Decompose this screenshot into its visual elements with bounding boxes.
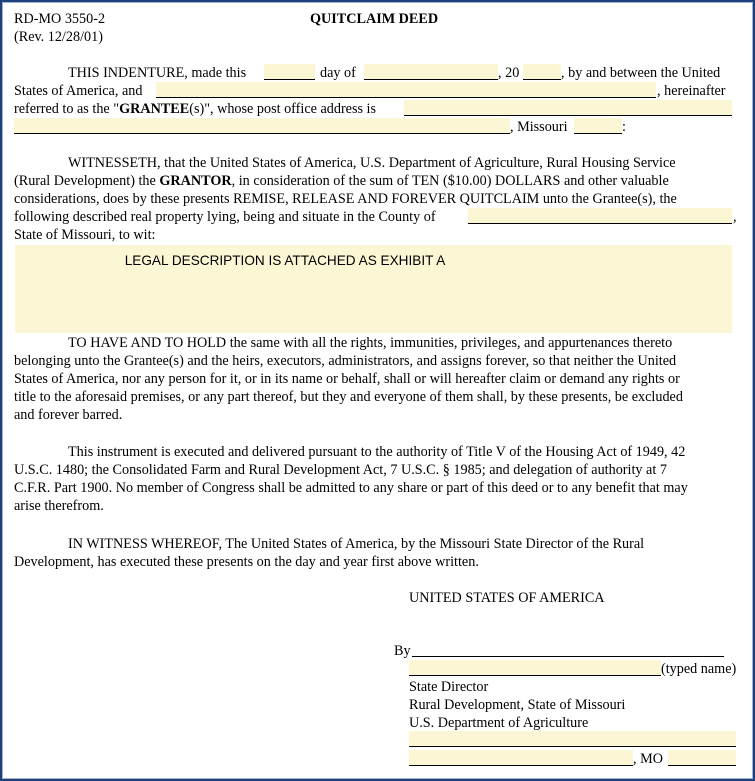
day-field[interactable]	[264, 64, 315, 80]
legal-description-field[interactable]	[15, 245, 732, 333]
authority-line-4: arise therefrom.	[14, 498, 104, 514]
witnesseth-line-1: WITNESSETH, that the United States of America, U.S. Department of Agriculture, Rural Housing Service	[68, 155, 676, 171]
authority-line-1: This instrument is executed and delivered pursuant to the authority of Title V of the Housing Act of 1949, 42	[68, 444, 686, 460]
grantor-label: GRANTOR	[159, 173, 232, 189]
document-title: QUITCLAIM DEED	[310, 11, 439, 27]
habendum-line-3: States of America, nor any person for it, or in its name or behalf, shall or will hereafter claim or demand any rights or	[14, 371, 680, 387]
form-id: RD-MO 3550-2	[14, 11, 106, 27]
witnesseth-line-3: considerations, does by these presents REMISE, RELEASE AND FOREVER QUITCLAIM unto the Grantee(s), the	[14, 191, 677, 207]
grantee-name-field[interactable]	[156, 82, 656, 98]
month-field[interactable]	[364, 64, 498, 80]
by-label: By	[394, 643, 411, 659]
typed-name-label: (typed name)	[661, 661, 737, 677]
signer-agency: Rural Development, State of Missouri	[409, 697, 626, 713]
witnesseth-line-5: State of Missouri, to wit:	[14, 227, 156, 243]
year-field[interactable]	[523, 64, 561, 80]
indenture-text-2: day of	[320, 65, 356, 81]
signer-title: State Director	[409, 679, 489, 695]
grantee-address-field-2[interactable]	[14, 118, 510, 134]
grantee-label: GRANTEE	[119, 101, 190, 117]
zip-field[interactable]	[574, 118, 622, 134]
agency-zip-field[interactable]	[668, 750, 736, 766]
indenture-text-4: , by and between the United	[561, 65, 721, 81]
authority-line-3: C.F.R. Part 1900. No member of Congress shall be admitted to any share or part of this deed or to any benefit that may	[14, 480, 688, 496]
habendum-line-2: belonging unto the Grantee(s) and the heirs, executors, administrators, and assigns forever, so that neither the United	[14, 353, 677, 369]
typed-name-field[interactable]	[409, 660, 661, 676]
witnesseth-line-2: (Rural Development) the GRANTOR, in consideration of the sum of TEN ($10.00) DOLLARS and other valuable	[14, 173, 669, 189]
legal-description-text: LEGAL DESCRIPTION IS ATTACHED AS EXHIBIT A	[124, 253, 446, 268]
habendum-line-4: title to the aforesaid premises, or any part thereof, but they and everyone of them shall, by these presents, be excluded	[14, 389, 683, 405]
state-suffix: , MO	[633, 751, 663, 767]
indenture-text-1: THIS INDENTURE, made this	[68, 65, 247, 81]
county-field[interactable]	[468, 208, 732, 224]
signature-line[interactable]	[412, 656, 724, 657]
indenture-text-8: , Missouri	[510, 119, 568, 135]
signature-entity: UNITED STATES OF AMERICA	[409, 590, 605, 606]
agency-address-field-2[interactable]	[409, 750, 633, 766]
agency-address-field-1[interactable]	[409, 731, 736, 747]
witnesseth-line-4: following described real property lying, being and situate in the County of	[14, 209, 436, 225]
indenture-text-9: :	[622, 119, 626, 135]
witnesseth-comma: ,	[733, 209, 737, 225]
form-revision: (Rev. 12/28/01)	[14, 29, 103, 45]
grantee-address-field-1[interactable]	[404, 100, 732, 116]
authority-line-2: U.S.C. 1480; the Consolidated Farm and Rural Development Act, 7 U.S.C. § 1985; and delegation of authority at 7	[14, 462, 667, 478]
habendum-line-1: TO HAVE AND TO HOLD the same with all the rights, immunities, privileges, and appurtenances thereto	[68, 335, 673, 351]
indenture-text-7: referred to as the "GRANTEE(s)", whose post office address is	[14, 101, 377, 117]
indenture-text-3: , 20	[498, 65, 520, 81]
witness-whereof-line-2: Development, has executed these presents on the day and year first above written.	[14, 554, 479, 570]
signer-department: U.S. Department of Agriculture	[409, 715, 589, 731]
indenture-text-5: States of America, and	[14, 83, 143, 99]
habendum-line-5: and forever barred.	[14, 407, 123, 423]
indenture-text-6: , hereinafter	[657, 83, 726, 99]
witness-whereof-line-1: IN WITNESS WHEREOF, The United States of America, by the Missouri State Director of the Rural	[68, 536, 645, 552]
